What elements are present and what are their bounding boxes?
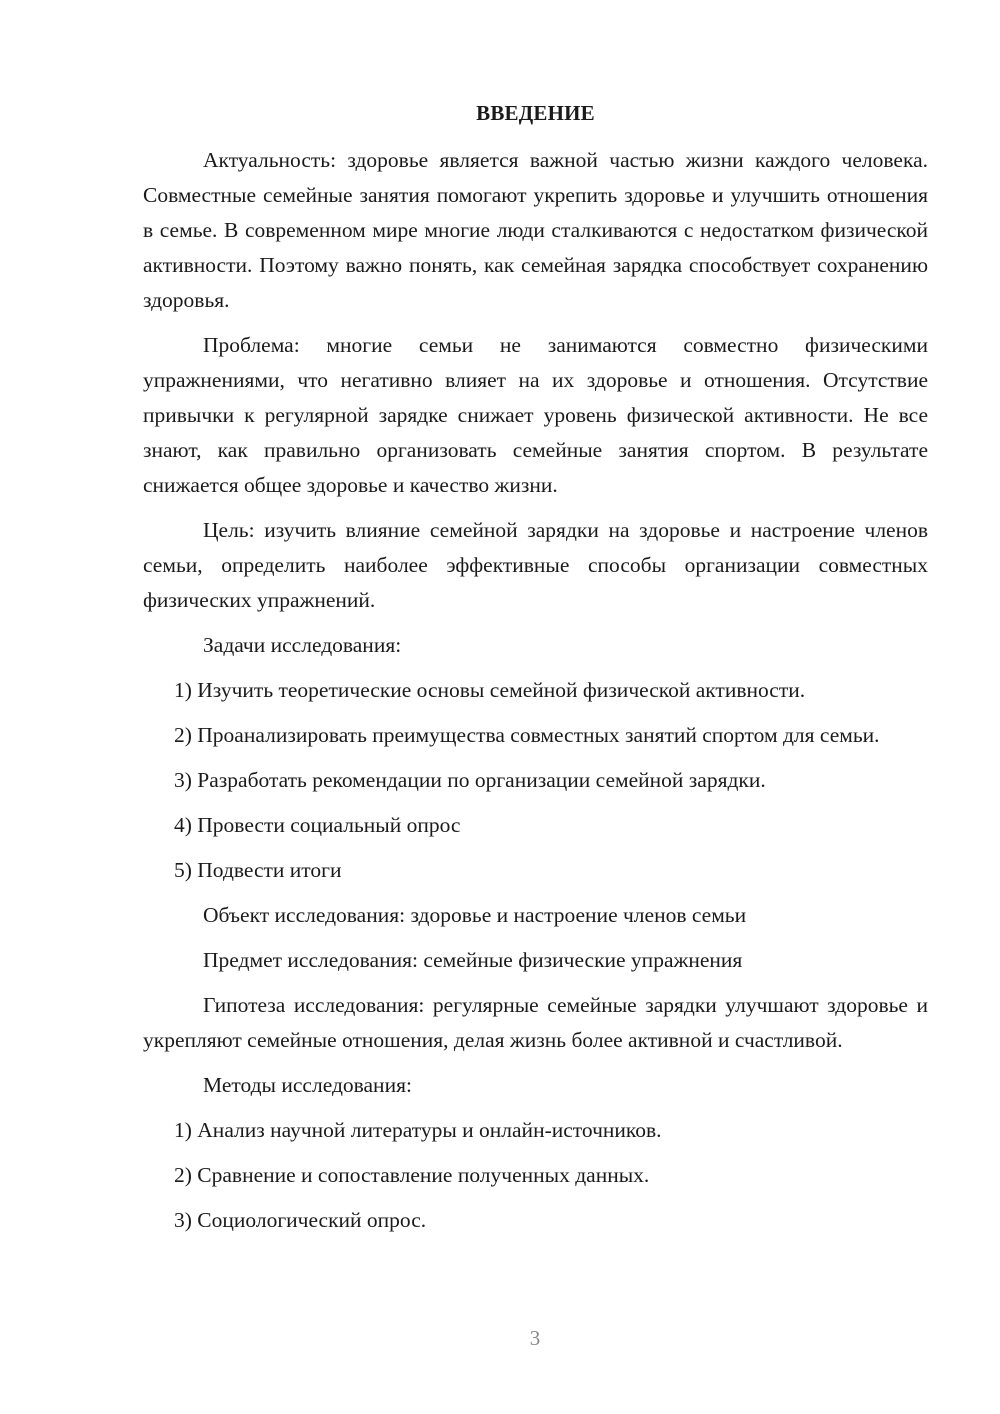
- goal-paragraph: Цель: изучить влияние семейной зарядки на здоровье и настроение членов семьи, определить наиболее эффективные способы организации совместных физических упражнений.: [143, 518, 928, 612]
- document-page: [143, 96, 928, 1248]
- section-title: ВВЕДЕНИЕ: [476, 101, 595, 125]
- task-item: 5) Подвести итоги: [174, 858, 342, 882]
- methods-heading: Методы исследования:: [203, 1073, 412, 1097]
- hypothesis-paragraph: Гипотеза исследования: регулярные семейные зарядки улучшают здоровье и укрепляют семейные отношения, делая жизнь более активной и счастливой.: [143, 993, 928, 1052]
- task-item: 3) Разработать рекомендации по организации семейной зарядки.: [174, 768, 766, 792]
- problem-paragraph: Проблема: многие семьи не занимаются совместно физическими упражнениями, что негативно влияет на их здоровье и отношения. Отсутствие привычки к регулярной зарядке снижает уровень физической активности. Не все знают, как правильно организовать семейные занятия спортом. В результате снижается общее здоровье и качество жизни.: [143, 333, 928, 497]
- task-item: 4) Провести социальный опрос: [174, 813, 461, 837]
- tasks-heading: Задачи исследования:: [203, 633, 402, 657]
- actuality-paragraph: Актуальность: здоровье является важной частью жизни каждого человека. Совместные семейные занятия помогают укрепить здоровье и улучшить отношения в семье. В современном мире многие люди сталкиваются с недостатком физической активности. Поэтому важно понять, как семейная зарядка способствует сохранению здоровья.: [143, 148, 928, 312]
- object-paragraph: Объект исследования: здоровье и настроение членов семьи: [203, 903, 747, 927]
- task-item: 1) Изучить теоретические основы семейной физической активности.: [174, 678, 806, 702]
- method-item: 2) Сравнение и сопоставление полученных данных.: [174, 1163, 650, 1187]
- page-number: 3: [529, 1326, 541, 1350]
- method-item: 1) Анализ научной литературы и онлайн-источников.: [174, 1118, 662, 1142]
- method-item: 3) Социологический опрос.: [174, 1208, 427, 1232]
- task-item: 2) Проанализировать преимущества совместных занятий спортом для семьи.: [174, 723, 880, 747]
- subject-paragraph: Предмет исследования: семейные физические упражнения: [203, 948, 743, 972]
